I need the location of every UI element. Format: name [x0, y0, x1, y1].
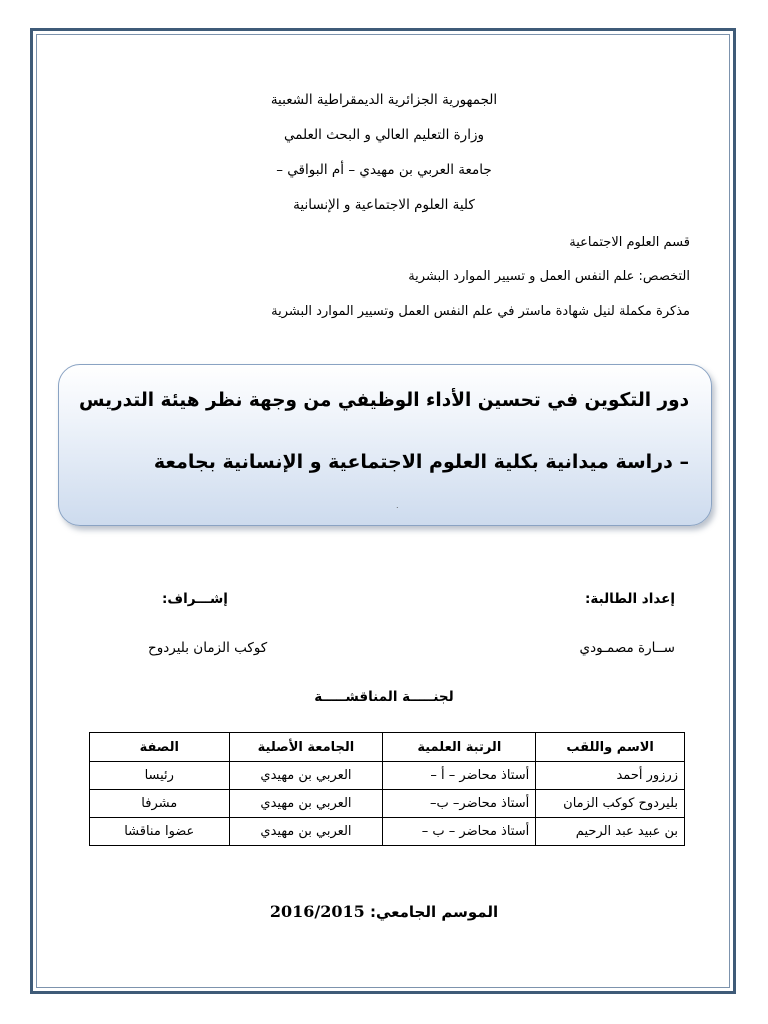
member-university: العربي بن مهيدي — [229, 790, 383, 818]
ministry-name: وزارة التعليم العالي و البحث العلمي — [283, 127, 484, 143]
supervisor-name: كوكب الزمان بليردوح — [148, 640, 268, 656]
member-role: مشرفا — [90, 790, 230, 818]
academic-season — [0, 902, 768, 921]
header-rank: الرتبة العلمية — [383, 733, 536, 762]
committee-table — [89, 732, 685, 846]
specialty-line: التخصص: علم النفس العمل و تسيير الموارد البشرية — [408, 269, 690, 284]
member-name: بن عبيد عبد الرحيم — [536, 818, 685, 846]
prepared-by-label: إعداد الطالبة: — [585, 591, 675, 607]
header-name: الاسم واللقب — [536, 733, 685, 762]
thesis-title-line-1: دور التكوين في تحسين الأداء الوظيفي من وجهة نظر هيئة التدريس — [78, 389, 689, 411]
department-name: قسم العلوم الاجتماعية — [569, 235, 690, 250]
table-row — [90, 762, 685, 790]
member-name: زرزور أحمد — [536, 762, 685, 790]
member-name: بليردوح كوكب الزمان — [536, 790, 685, 818]
header-university: الجامعة الأصلية — [229, 733, 383, 762]
member-rank: أستاذ محاضر – أ – — [383, 762, 536, 790]
title-dot: . — [396, 501, 399, 510]
thesis-title-line-2: – دراسة ميدانية بكلية العلوم الاجتماعية و الإنسانية بجامعة — [153, 451, 689, 473]
student-name: ســارة مصمـودي — [579, 640, 675, 656]
member-role: عضوا مناقشا — [90, 818, 230, 846]
member-rank: أستاذ محاضر– ب– — [383, 790, 536, 818]
republic-name: الجمهورية الجزائرية الديمقراطية الشعبية — [270, 92, 498, 108]
committee-header-row — [90, 733, 685, 762]
memo-line: مذكرة مكملة لنيل شهادة ماستر في علم النفس العمل وتسيير الموارد البشرية — [271, 304, 690, 319]
member-rank: أستاذ محاضر – ب – — [383, 818, 536, 846]
member-role: رئيسا — [90, 762, 230, 790]
member-university: العربي بن مهيدي — [229, 818, 383, 846]
university-name: جامعة العربي بن مهيدي – أم البواقي – — [276, 162, 492, 178]
table-row — [90, 790, 685, 818]
member-university: العربي بن مهيدي — [229, 762, 383, 790]
thesis-title-box — [58, 364, 712, 526]
supervision-label: إشـــراف: — [162, 591, 228, 607]
committee-title: لجنـــــة المناقشـــــة — [314, 689, 454, 705]
header-role: الصفة — [90, 733, 230, 762]
faculty-name: كلية العلوم الاجتماعية و الإنسانية — [293, 197, 475, 213]
season-year: 2016/2015 — [269, 902, 365, 921]
season-label: الموسم الجامعي: — [370, 903, 499, 921]
table-row — [90, 818, 685, 846]
